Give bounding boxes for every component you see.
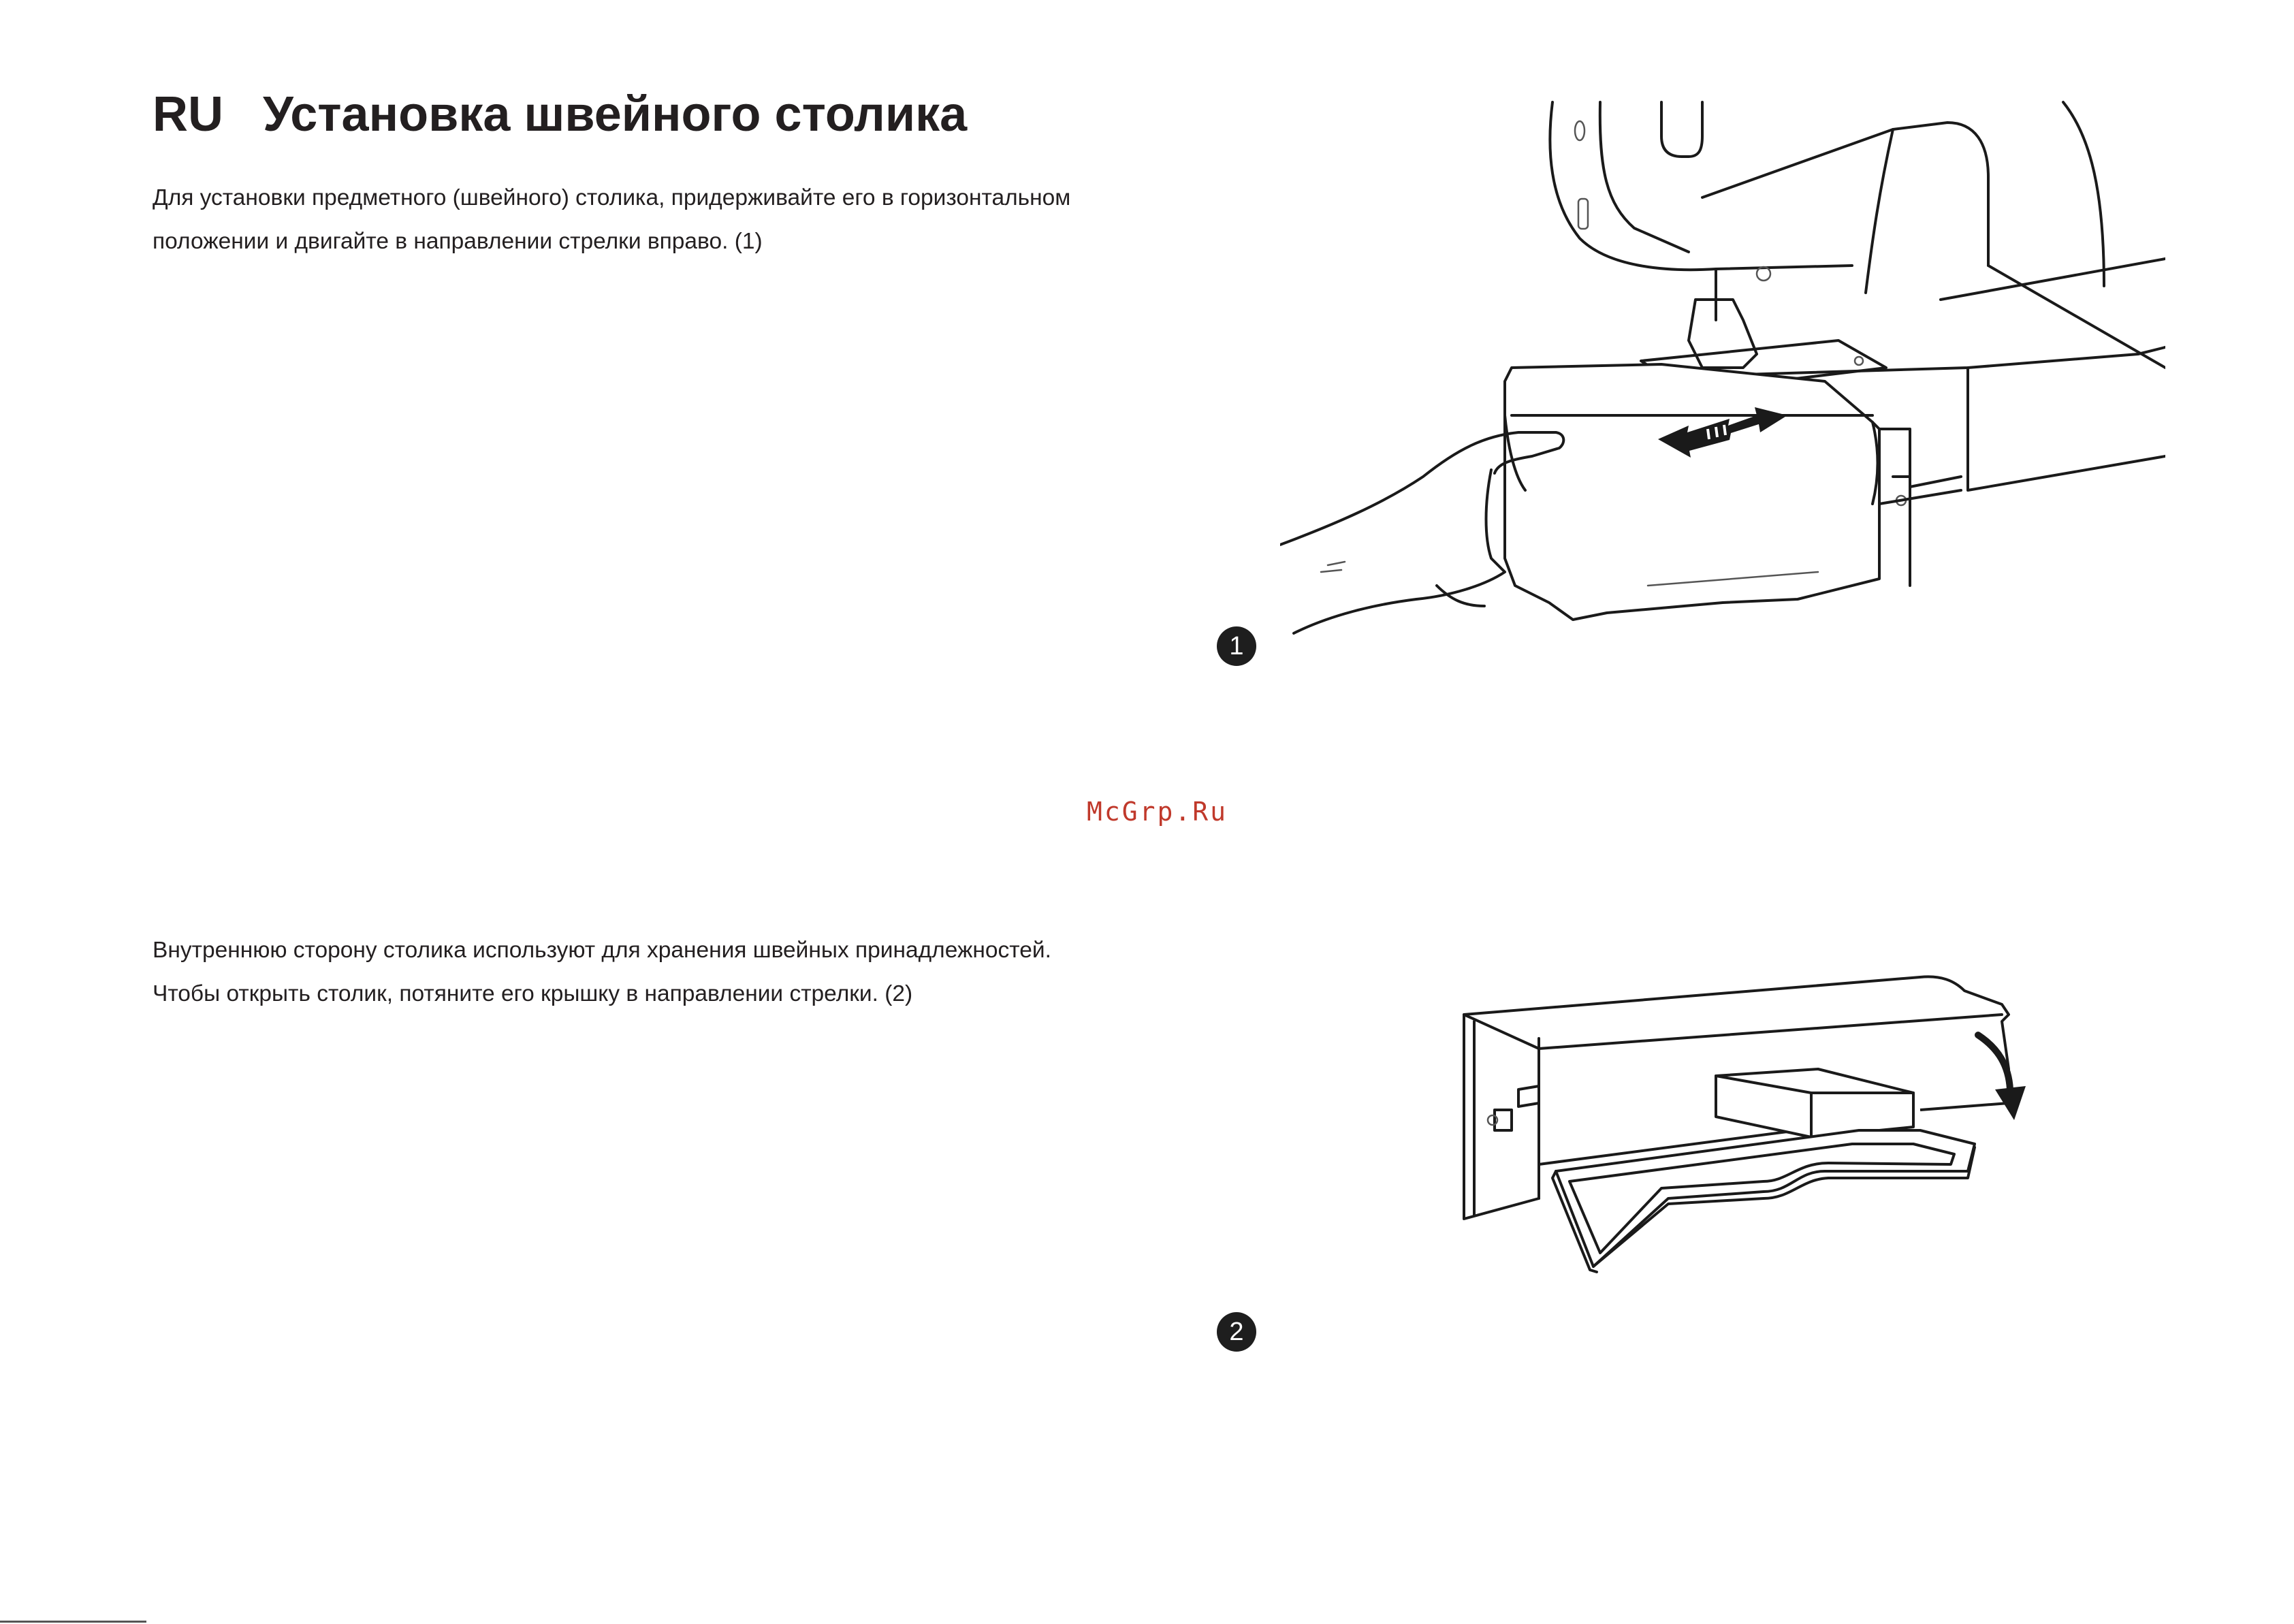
section2-text xyxy=(153,929,1051,1016)
watermark: McGrp.Ru xyxy=(1087,797,1228,827)
section1-text xyxy=(153,176,1070,264)
footer-rule xyxy=(0,1621,146,1623)
page-heading xyxy=(153,87,968,142)
section1-line-2: положении и двигайте в направлении стрелки вправо. (1) xyxy=(153,229,763,254)
page-title: Установка швейного столика xyxy=(263,87,968,142)
section1-line-1: Для установки предметного (швейного) столика, придерживайте его в горизонтальном xyxy=(153,185,1071,210)
figure-1-number-badge: 1 xyxy=(1217,626,1256,666)
figure-1-illustration xyxy=(1280,95,2165,654)
figure-2-illustration xyxy=(1444,946,2029,1287)
language-code: RU xyxy=(153,87,223,142)
section2-line-1: Внутреннюю сторону столика используют для хранения швейных принадлежностей. xyxy=(153,938,1051,963)
figure-2-number-badge: 2 xyxy=(1217,1312,1256,1352)
section2-line-2: Чтобы открыть столик, потяните его крышку в направлении стрелки. (2) xyxy=(153,981,913,1006)
